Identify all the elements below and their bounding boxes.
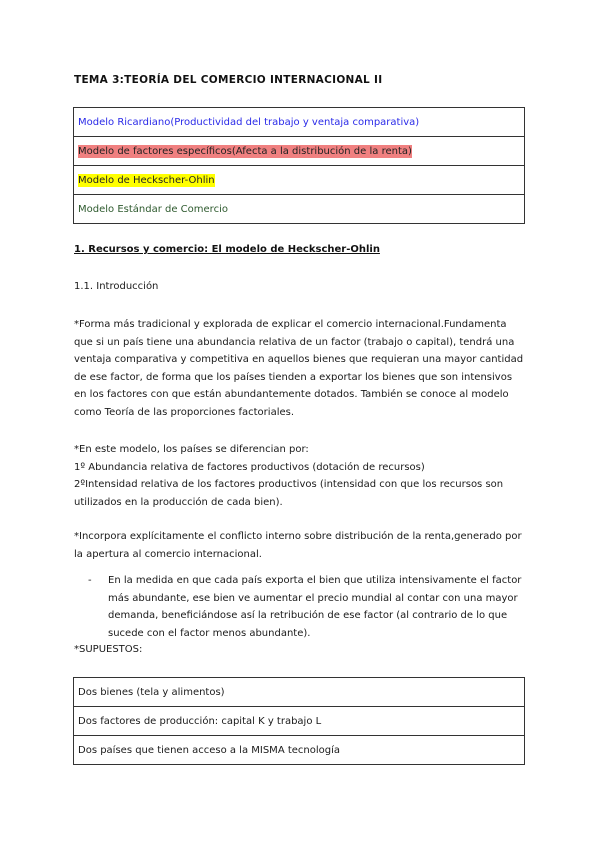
table-row — [74, 166, 525, 195]
paragraph-line: *En este modelo, los países se diferencian por: — [74, 444, 309, 455]
bullet-marker: - — [88, 575, 92, 586]
paragraph-differences — [74, 441, 524, 511]
bullet-text: En la medida en que cada país exporta el bien que utiliza intensivamente el factor más abundante, ese bien ve aumentar el precio mundial al contar con una mayor demanda, beneficiándose así la retribución de ese factor (al contrario de lo que sucede con el factor menos abundante). — [108, 575, 522, 639]
model-estandar: Modelo Estándar de Comercio — [78, 203, 228, 215]
table-row — [74, 108, 525, 137]
model-ricardiano: Modelo Ricardiano(Productividad del trabajo y ventaja comparativa) — [78, 116, 420, 128]
assumption-cell: Dos países que tienen acceso a la MISMA tecnología — [74, 736, 525, 765]
subsection-heading: 1.1. Introducción — [74, 281, 159, 292]
model-cell — [74, 195, 525, 224]
paragraph-line: 1º Abundancia relativa de factores productivos (dotación de recursos) — [74, 461, 425, 473]
section-heading: 1. Recursos y comercio: El modelo de Heckscher-Ohlin — [74, 244, 380, 255]
table-row — [74, 195, 525, 224]
table-row — [74, 137, 525, 166]
assumptions-table — [73, 677, 525, 765]
table-row — [74, 678, 525, 707]
models-table — [73, 107, 525, 224]
model-factores-especificos: Modelo de factores específicos(Afecta a la distribución de la renta) — [78, 145, 412, 157]
document-title: TEMA 3:TEORÍA DEL COMERCIO INTERNACIONAL II — [74, 74, 383, 86]
model-cell — [74, 137, 525, 166]
assumption-cell: Dos factores de producción: capital K y trabajo L — [74, 707, 525, 736]
model-cell — [74, 166, 525, 195]
paragraph-conflict: *Incorpora explícitamente el conflicto interno sobre distribución de la renta,generado por la apertura al comercio internacional. — [74, 531, 522, 560]
table-row — [74, 707, 525, 736]
model-heckscher-ohlin: Modelo de Heckscher-Ohlin — [78, 174, 215, 186]
paragraph-intro: *Forma más tradicional y explorada de explicar el comercio internacional.Fundamenta que si un país tiene una abundancia relativa de un factor (trabajo o capital), tendrá una ventaja comparativa y competitiva en aquellos bienes que requieran una mayor cantidad de ese factor, de forma que los países tienden a exportar los bienes que son intensivos en los factores con que están abundantemente dotados. También se conoce al modelo como Teoría de las proporciones factoriales. — [74, 319, 524, 418]
paragraph-line: 2ºIntensidad relativa de los factores productivos (intensidad con que los recursos son utilizados en la producción de cada bien). — [74, 479, 504, 508]
table-row — [74, 736, 525, 765]
model-cell — [74, 108, 525, 137]
assumption-cell: Dos bienes (tela y alimentos) — [74, 678, 525, 707]
supuestos-label: *SUPUESTOS: — [74, 644, 143, 655]
